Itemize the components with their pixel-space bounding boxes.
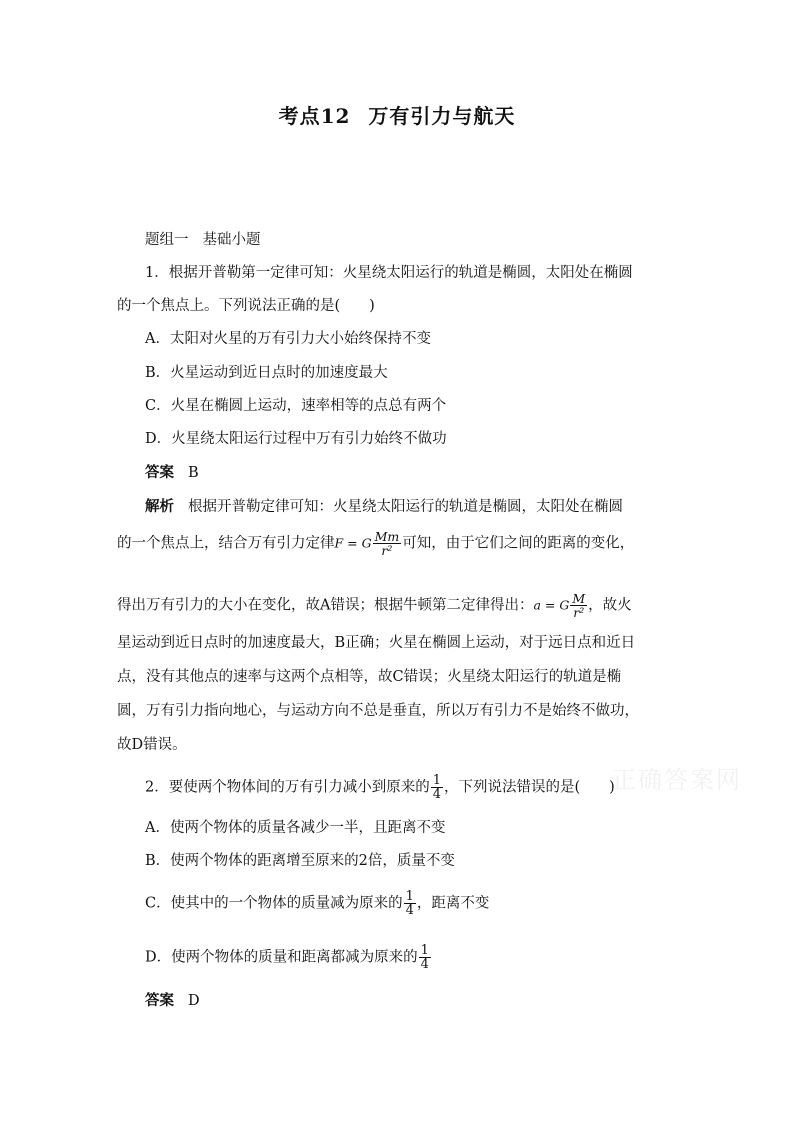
q1-analysis-line3 <box>117 592 687 619</box>
q1-analysis-text1: 根据开普勒定律可知：火星绕太阳运行的轨道是椭圆，太阳处在椭圆 <box>188 499 623 515</box>
formula2-lhs: a = G <box>533 597 570 613</box>
group-heading-label: 题组一 <box>145 232 189 248</box>
title-name: 万有引力与航天 <box>368 104 516 128</box>
q1-option-b: B．火星运动到近日点时的加速度最大 <box>145 365 388 381</box>
watermark: 正确答案网 <box>612 766 742 794</box>
q2-option-d-pre: D．使两个物体的质量和距离都减为原来的 <box>145 949 418 966</box>
q2-option-a: A．使两个物体的质量各减少一半，且距离不变 <box>145 820 446 836</box>
q2-option-d <box>145 944 715 971</box>
q1-option-c: C．火星在椭圆上运动，速率相等的点总有两个 <box>145 398 447 414</box>
q2-option-c <box>145 890 715 917</box>
q2-stem-pre: 2．要使两个物体间的万有引力减小到原来的 <box>145 779 430 796</box>
q2-stem-fraction-num: 1 <box>432 773 442 788</box>
q2-stem-post: ，下列说法错误的是( ) <box>444 779 615 796</box>
q1-analysis-text2-pre: 的一个焦点上，结合万有引力定律 <box>117 535 335 552</box>
q1-analysis-line2 <box>117 530 687 557</box>
q1-analysis-text3-pre: 得出万有引力的大小在变化，故A错误；根据牛顿第二定律得出： <box>117 597 534 614</box>
group-heading-name: 基础小题 <box>202 232 261 248</box>
q1-analysis-text2-post: 可知，由于它们之间的距离的变化， <box>402 535 635 552</box>
formula1-fraction <box>373 530 402 557</box>
q2-option-c-pre: C．使其中的一个物体的质量减为原来的 <box>145 895 403 912</box>
q2-answer <box>145 991 715 1011</box>
q1-option-a: A．太阳对火星的万有引力大小始终保持不变 <box>145 331 431 347</box>
formula2-denominator: r² <box>573 605 585 620</box>
q1-analysis-line4: 星运动到近日点时的加速度最大，B正确；火星在椭圆上运动，对于远日点和近日 <box>117 635 636 651</box>
q1-analysis-text3-post: ，故火 <box>588 597 632 614</box>
page-title <box>0 100 794 129</box>
formula1-denominator: r² <box>381 543 393 558</box>
formula1-lhs: F = G <box>334 535 372 551</box>
q1-stem-line2: 的一个焦点上。下列说法正确的是( ) <box>117 298 375 314</box>
formula1-numerator: Mm <box>374 529 400 544</box>
title-prefix: 考点12 <box>278 104 351 128</box>
q1-analysis-line1 <box>145 497 715 517</box>
q2-option-b: B．使两个物体的距离增至原来的2倍，质量不变 <box>145 853 455 869</box>
formula2-numerator: M <box>572 591 586 606</box>
q1-analysis-line5: 点，没有其他点的速率与这两个点相等，故C错误；火星绕太阳运行的轨道是椭 <box>117 669 622 685</box>
formula2-fraction <box>570 592 587 619</box>
q1-analysis-line6: 圆，万有引力指向地心，与运动方向不总是垂直，所以万有引力不是始终不做功， <box>117 703 639 719</box>
q1-stem-line1: 1．根据开普勒第一定律可知：火星绕太阳运行的轨道是椭圆，太阳处在椭圆 <box>145 265 633 281</box>
q2-option-d-fraction-num: 1 <box>420 943 429 958</box>
q2-option-c-fraction <box>404 890 416 917</box>
q2-option-c-post: ，距离不变 <box>416 895 490 912</box>
q2-option-c-fraction-num: 1 <box>405 889 414 904</box>
q2-stem-fraction <box>431 774 443 801</box>
q1-answer <box>145 463 715 483</box>
group-heading <box>145 230 715 250</box>
q2-stem-fraction-den: 4 <box>432 787 442 802</box>
q2-option-d-fraction <box>419 944 431 971</box>
q2-answer-value: D <box>188 993 200 1009</box>
q2-option-d-fraction-den: 4 <box>420 957 429 972</box>
q2-answer-label: 答案 <box>145 992 174 1009</box>
q1-analysis-label: 解析 <box>145 498 174 515</box>
q2-option-c-fraction-den: 4 <box>405 903 414 918</box>
q1-answer-value: B <box>188 465 199 481</box>
q1-option-d: D．火星绕太阳运行过程中万有引力始终不做功 <box>145 431 447 447</box>
q1-analysis-line7: 故D错误。 <box>117 737 187 753</box>
q1-answer-label: 答案 <box>145 464 174 481</box>
